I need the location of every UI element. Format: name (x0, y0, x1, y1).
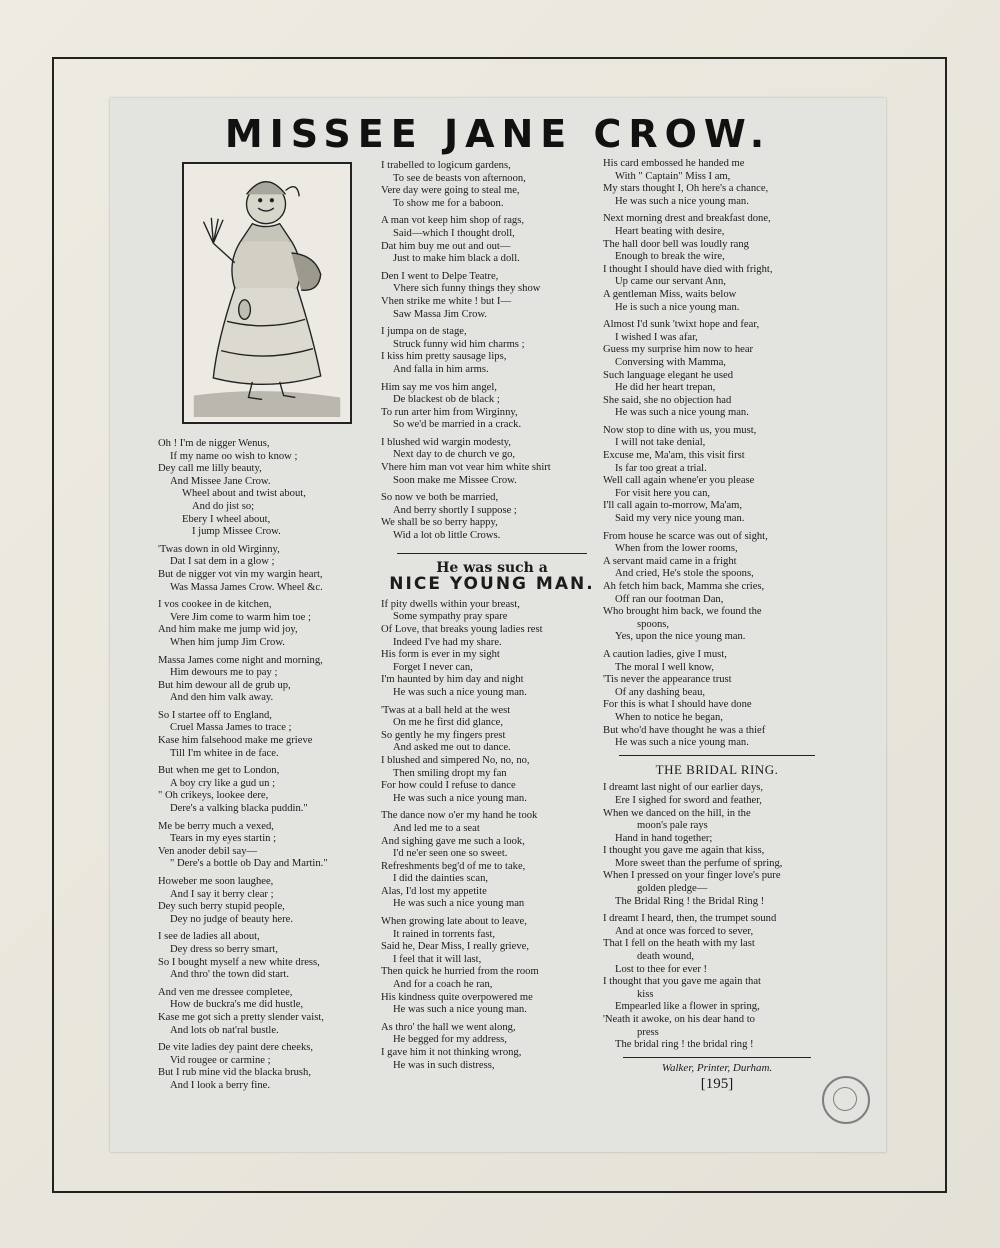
verse-line: Enough to break the wire, (615, 251, 725, 263)
verse-line: Up came our servant Ann, (615, 276, 726, 288)
stanza (158, 876, 380, 926)
verse-line: Lost to thee for ever ! (615, 963, 708, 975)
verse-line: How de buckra's me did hustle, (170, 999, 304, 1011)
verse-line: He was such a nice young man (393, 898, 525, 910)
verse-line: Said he, Dear Miss, I really grieve, (381, 941, 529, 953)
verse-line: With " Captain" Miss I am, (615, 170, 731, 182)
verse-line: Ah fetch him back, Mamma she cries, (603, 581, 765, 592)
verse-line: " Oh crikeys, lookee dere, (158, 790, 269, 802)
verse-line: He was such a nice young man. (393, 686, 527, 698)
stanza (603, 649, 831, 750)
verse-line: If pity dwells within your breast, (381, 598, 520, 610)
verse-line: The Bridal Ring ! the Bridal Ring ! (615, 895, 765, 907)
stanza (381, 916, 603, 1017)
verse-line: And falla in him arms. (393, 363, 489, 375)
verse-line: 'Twas at a ball held at the west (381, 704, 511, 716)
verse-line: Me be berry much a vexed, (158, 820, 274, 832)
verse-line: That I fell on the heath with my last (603, 938, 755, 950)
verse-line: And I look a berry fine. (170, 1079, 271, 1091)
verse-line: And Missee Jane Crow. (170, 475, 271, 487)
stanza (158, 987, 380, 1037)
verse-line: death wound, (637, 951, 695, 963)
verse-line: Cruel Massa James to trace ; (170, 722, 292, 734)
verse-line: But de nigger vot vin my wargin heart, (158, 568, 323, 580)
verse-line: I see de ladies all about, (158, 931, 260, 943)
verse-line: De blackest ob de black ; (393, 394, 500, 406)
verse-line: Some sympathy pray spare (393, 611, 508, 623)
verse-line: And ven me dressee completee, (158, 986, 293, 998)
verse-line: And at once was forced to sever, (615, 925, 754, 937)
verse-line: And led me to a seat (393, 822, 480, 834)
verse-line: " Dere's a bottle ob Day and Martin." (170, 858, 328, 870)
stanza (603, 782, 831, 908)
divider (397, 553, 587, 554)
verse-line: Soon make me Missee Crow. (393, 474, 517, 486)
verse-line: Next morning drest and breakfast done, (603, 213, 771, 225)
stanza (603, 158, 831, 208)
stanza (381, 492, 603, 542)
verse-line: I'll call again to-morrow, Ma'am, (603, 500, 743, 512)
divider (623, 1057, 811, 1058)
verse-line: I blushed and simpered No, no, no, (381, 754, 530, 766)
stanza (603, 319, 831, 420)
verse-line: Just to make him black a doll. (393, 253, 520, 265)
verse-line: When from the lower rooms, (615, 543, 738, 555)
verse-line: When to notice he began, (615, 711, 723, 723)
verse-line: So gently he my fingers prest (381, 729, 506, 741)
stanza (603, 531, 831, 644)
verse-line: Said my very nice young man. (615, 513, 745, 525)
verse-line: When him jump Jim Crow. (170, 636, 285, 648)
verse-line: Of any dashing beau, (615, 686, 706, 698)
verse-line: press (637, 1026, 659, 1038)
verse-line: To see de beasts von afternoon, (393, 172, 526, 184)
verse-line: Vhere him man vot vear him white shirt (381, 462, 551, 474)
verse-line: Is far too great a trial. (615, 462, 707, 474)
verse-line: Heart beating with desire, (615, 225, 725, 237)
verse-line: And cried, He's stole the spoons, (615, 568, 754, 580)
verse-line: I kiss him pretty sausage lips, (381, 351, 507, 363)
verse-line: He was such a nice young man. (393, 792, 527, 804)
song-title: THE BRIDAL RING. (655, 761, 779, 777)
verse-line: He was in such distress, (393, 1059, 495, 1071)
stanza (381, 437, 603, 487)
verse-line: To run arter him from Wirginny, (381, 406, 518, 418)
verse-line: For this is what I should have done (603, 699, 752, 711)
verse-line: Excuse me, Ma'am, this visit first (603, 450, 745, 462)
verse-line: My stars thought I, Oh here's a chance, (603, 183, 769, 195)
column-left (158, 438, 380, 1098)
stanza (158, 1042, 380, 1092)
verse-line: And thro' the town did start. (170, 969, 290, 981)
stanza (381, 271, 603, 321)
verse-line: He was such a nice young man. (393, 1004, 527, 1016)
verse-line: Of Love, that breaks young ladies rest (381, 624, 543, 635)
verse-line: A caution ladies, give I must, (603, 648, 727, 660)
verse-line: Vere Jim come to warm him toe ; (170, 611, 311, 623)
verse-line: So I bought myself a new white dress, (158, 956, 320, 968)
verse-line: I'd ne'er seen one so sweet. (393, 848, 508, 860)
stanza (381, 1022, 603, 1072)
verse-line: A man vot keep him shop of rags, (381, 215, 524, 227)
verse-line: Ere I sighed for sword and feather, (615, 794, 762, 806)
verse-line: His form is ever in my sight (381, 649, 500, 661)
stanza (381, 215, 603, 265)
verse-line: A boy cry like a gud un ; (170, 777, 276, 789)
woman-figure-icon (184, 164, 350, 422)
stanza (158, 438, 380, 539)
verse-line: Struck funny wid him charms ; (393, 338, 525, 350)
verse-line: The bridal ring ! the bridal ring ! (615, 1039, 754, 1051)
verse-line: 'Twas down in old Wirginny, (158, 543, 280, 555)
verse-line: 'Tis never the appearance trust (603, 674, 732, 686)
stanza (158, 544, 380, 594)
verse-line: And asked me out to dance. (393, 742, 511, 754)
verse-line: Now stop to dine with us, you must, (603, 424, 757, 436)
verse-line: Oh ! I'm de nigger Wenus, (158, 438, 270, 449)
column-right (603, 158, 831, 1091)
divider (619, 755, 815, 756)
verse-line: But when me get to London, (158, 765, 280, 777)
verse-line: Yes, upon the nice young man. (615, 631, 746, 643)
verse-line: I did the dainties scan, (393, 873, 489, 885)
verse-line: When growing late about to leave, (381, 916, 527, 928)
verse-line: He begged for my address, (393, 1034, 507, 1046)
verse-line: I trabelled to logicum gardens, (381, 160, 511, 171)
verse-line: The moral I well know, (615, 661, 715, 673)
verse-line: I gave him it not thinking wrong, (381, 1047, 522, 1058)
verse-line: I blushed wid wargin modesty, (381, 436, 512, 448)
verse-line: Dat I sat dem in a glow ; (170, 556, 275, 568)
verse-line: To show me for a baboon. (393, 197, 504, 209)
verse-line: He was such a nice young man. (615, 737, 749, 749)
stanza (381, 160, 603, 210)
verse-line: Off ran our footman Dan, (615, 593, 724, 605)
verse-line: A servant maid came in a fright (603, 555, 737, 567)
verse-line: I dreamt last night of our earlier days, (603, 782, 764, 794)
catalogue-number: [195] (700, 1076, 734, 1093)
verse-line: golden pledge— (637, 883, 708, 895)
verse-line: When we danced on the hill, in the (603, 807, 751, 819)
verse-line: Was Massa James Crow. Wheel &c. (170, 581, 323, 593)
verse-line: From house he scarce was out of sight, (603, 530, 768, 542)
verse-line: Him dewours me to pay ; (170, 667, 278, 679)
verse-line: Said—which I thought droll, (393, 227, 515, 239)
verse-line: And sighing gave me such a look, (381, 835, 525, 847)
stanza (381, 326, 603, 376)
verse-line: But I rub mine vid the blacka brush, (158, 1067, 311, 1079)
verse-line: He was such a nice young man. (615, 195, 749, 207)
verse-line: Vere day were going to steal me, (381, 185, 520, 197)
stanza (381, 599, 603, 700)
column-middle (381, 160, 603, 1077)
verse-line: Dere's a valking blacka puddin." (170, 803, 308, 815)
verse-line: I jumpa on de stage, (381, 326, 467, 338)
verse-line: spoons, (637, 618, 670, 630)
verse-line: I thought I should have died with fright, (603, 263, 773, 275)
verse-line: And do jist so; (192, 500, 255, 512)
verse-line: Tears in my eyes startin ; (170, 833, 277, 845)
verse-line: Conversing with Mamma, (615, 356, 726, 368)
verse-line: So we'd be married in a crack. (393, 419, 522, 431)
verse-line: It rained in torrents fast, (393, 928, 496, 940)
verse-line: As thro' the hall we went along, (381, 1021, 516, 1033)
verse-line: Forget I never can, (393, 661, 473, 673)
stanza (381, 382, 603, 432)
page-title: MISSEE JANE CROW. (224, 112, 772, 156)
verse-line: Dey such berry stupid people, (158, 901, 285, 913)
woodcut-illustration (182, 162, 352, 424)
verse-line: If my name oo wish to know ; (170, 450, 298, 462)
verse-line: Vhere sich funny things they show (393, 283, 541, 295)
verse-line: Well call again whene'er you please (603, 475, 755, 487)
verse-line: Dey call me lilly beauty, (158, 463, 262, 475)
verse-line: But who'd have thought he was a thief (603, 724, 766, 736)
verse-line: His card embossed he handed me (603, 158, 745, 169)
stanza (603, 425, 831, 526)
stanza (158, 710, 380, 760)
verse-line: Wid a lot ob little Crows. (393, 530, 501, 542)
song-title-line2: NICE YOUNG MAN. (389, 574, 595, 595)
verse-line: Dey dress so berry smart, (170, 943, 278, 955)
verse-line: We shall be so berry happy, (381, 517, 498, 529)
verse-line: On me he first did glance, (393, 717, 504, 729)
verse-line: Such language elegant he used (603, 369, 734, 381)
verse-line: I wished I was afar, (615, 331, 698, 343)
verse-line: The hall door bell was loudly rang (603, 238, 749, 250)
library-stamp-icon (822, 1076, 870, 1124)
verse-line: Empearled like a flower in spring, (615, 1001, 760, 1013)
verse-line: So I startee off to England, (158, 709, 272, 721)
verse-line: I dreamt I heard, then, the trumpet sound (603, 913, 777, 925)
verse-line: And berry shortly I suppose ; (393, 504, 517, 516)
stanza (158, 599, 380, 649)
verse-line: I feel that it will last, (393, 953, 482, 965)
verse-line: Hand in hand together; (615, 832, 713, 844)
verse-line: I'm haunted by him day and night (381, 674, 524, 686)
verse-line: Dey no judge of beauty here. (170, 913, 293, 925)
verse-line: More sweet than the perfume of spring, (615, 857, 783, 869)
verse-line: Next day to de church ve go, (393, 449, 516, 461)
verse-line: Ven anoder debil say— (158, 845, 258, 857)
verse-line: moon's pale rays (637, 820, 708, 832)
verse-line: His kindness quite overpowered me (381, 991, 533, 1003)
verse-line: When I pressed on your finger love's pure (603, 870, 781, 882)
verse-line: Indeed I've had my share. (393, 636, 502, 648)
verse-line: I jump Missee Crow. (192, 526, 281, 538)
verse-line: Massa James come night and morning, (158, 654, 323, 666)
verse-line: And him make me jump wid joy, (158, 624, 298, 636)
stanza (158, 931, 380, 981)
verse-line: Who brought him back, we found the (603, 606, 762, 618)
broadside-sheet (110, 98, 886, 1152)
stanza (603, 913, 831, 1052)
stanza (381, 705, 603, 806)
verse-line: Howeber me soon laughee, (158, 876, 274, 887)
verse-line: I will not take denial, (615, 437, 706, 449)
verse-line: He is such a nice young man. (615, 301, 740, 313)
verse-line: And I say it berry clear ; (170, 888, 274, 900)
stanza (381, 810, 603, 911)
verse-line: The dance now o'er my hand he took (381, 810, 538, 822)
verse-line: Saw Massa Jim Crow. (393, 308, 488, 320)
verse-line: A gentleman Miss, waits below (603, 288, 737, 300)
stanza (158, 821, 380, 871)
stanza (158, 655, 380, 705)
verse-line: Den I went to Delpe Teatre, (381, 270, 499, 282)
verse-line: De vite ladies dey paint dere cheeks, (158, 1042, 314, 1054)
printer-imprint: Walker, Printer, Durham. (661, 1061, 773, 1074)
verse-line: For how could I refuse to dance (381, 780, 516, 792)
verse-line: Then smiling dropt my fan (393, 767, 507, 779)
verse-line: kiss (637, 988, 654, 1000)
verse-line: Him say me vos him angel, (381, 381, 497, 393)
verse-line: He did her heart trepan, (615, 382, 716, 394)
verse-line: But him dewour all de grub up, (158, 679, 291, 691)
song-title-line1: He was such a (436, 559, 548, 576)
verse-line: She said, she no objection had (603, 394, 732, 406)
verse-line: Ebery I wheel about, (182, 513, 271, 525)
verse-line: Dat him buy me out and out— (381, 240, 511, 252)
verse-line: Kase me got sich a pretty slender vaist, (158, 1011, 324, 1023)
verse-line: And for a coach he ran, (393, 979, 493, 991)
verse-line: Vid rougee or carmine ; (170, 1054, 271, 1066)
verse-line: Kase him falsehood make me grieve (158, 735, 313, 747)
verse-line: For visit here you can, (615, 487, 711, 499)
stanza (158, 765, 380, 815)
verse-line: And den him valk away. (170, 692, 274, 704)
verse-line: Then quick he hurried from the room (381, 966, 539, 978)
verse-line: I thought that you gave me again that (603, 976, 761, 988)
verse-line: Guess my surprise him now to hear (603, 344, 754, 356)
verse-line: Till I'm whitee in de face. (170, 747, 279, 759)
verse-line: And lots ob nat'ral bustle. (170, 1024, 279, 1036)
stanza (603, 213, 831, 314)
verse-line: Refreshments beg'd of me to take, (381, 860, 526, 872)
verse-line: So now ve both be married, (381, 492, 499, 504)
verse-line: Wheel about and twist about, (182, 488, 306, 500)
verse-line: 'Neath it awoke, on his dear hand to (603, 1014, 755, 1025)
verse-line: Alas, I'd lost my appetite (381, 885, 487, 897)
verse-line: I vos cookee in de kitchen, (158, 599, 272, 611)
verse-line: Vhen strike me white ! but I— (381, 295, 512, 307)
verse-line: He was such a nice young man. (615, 407, 749, 419)
verse-line: Almost I'd sunk 'twixt hope and fear, (603, 319, 760, 331)
verse-line: I thought you gave me again that kiss, (603, 845, 765, 857)
